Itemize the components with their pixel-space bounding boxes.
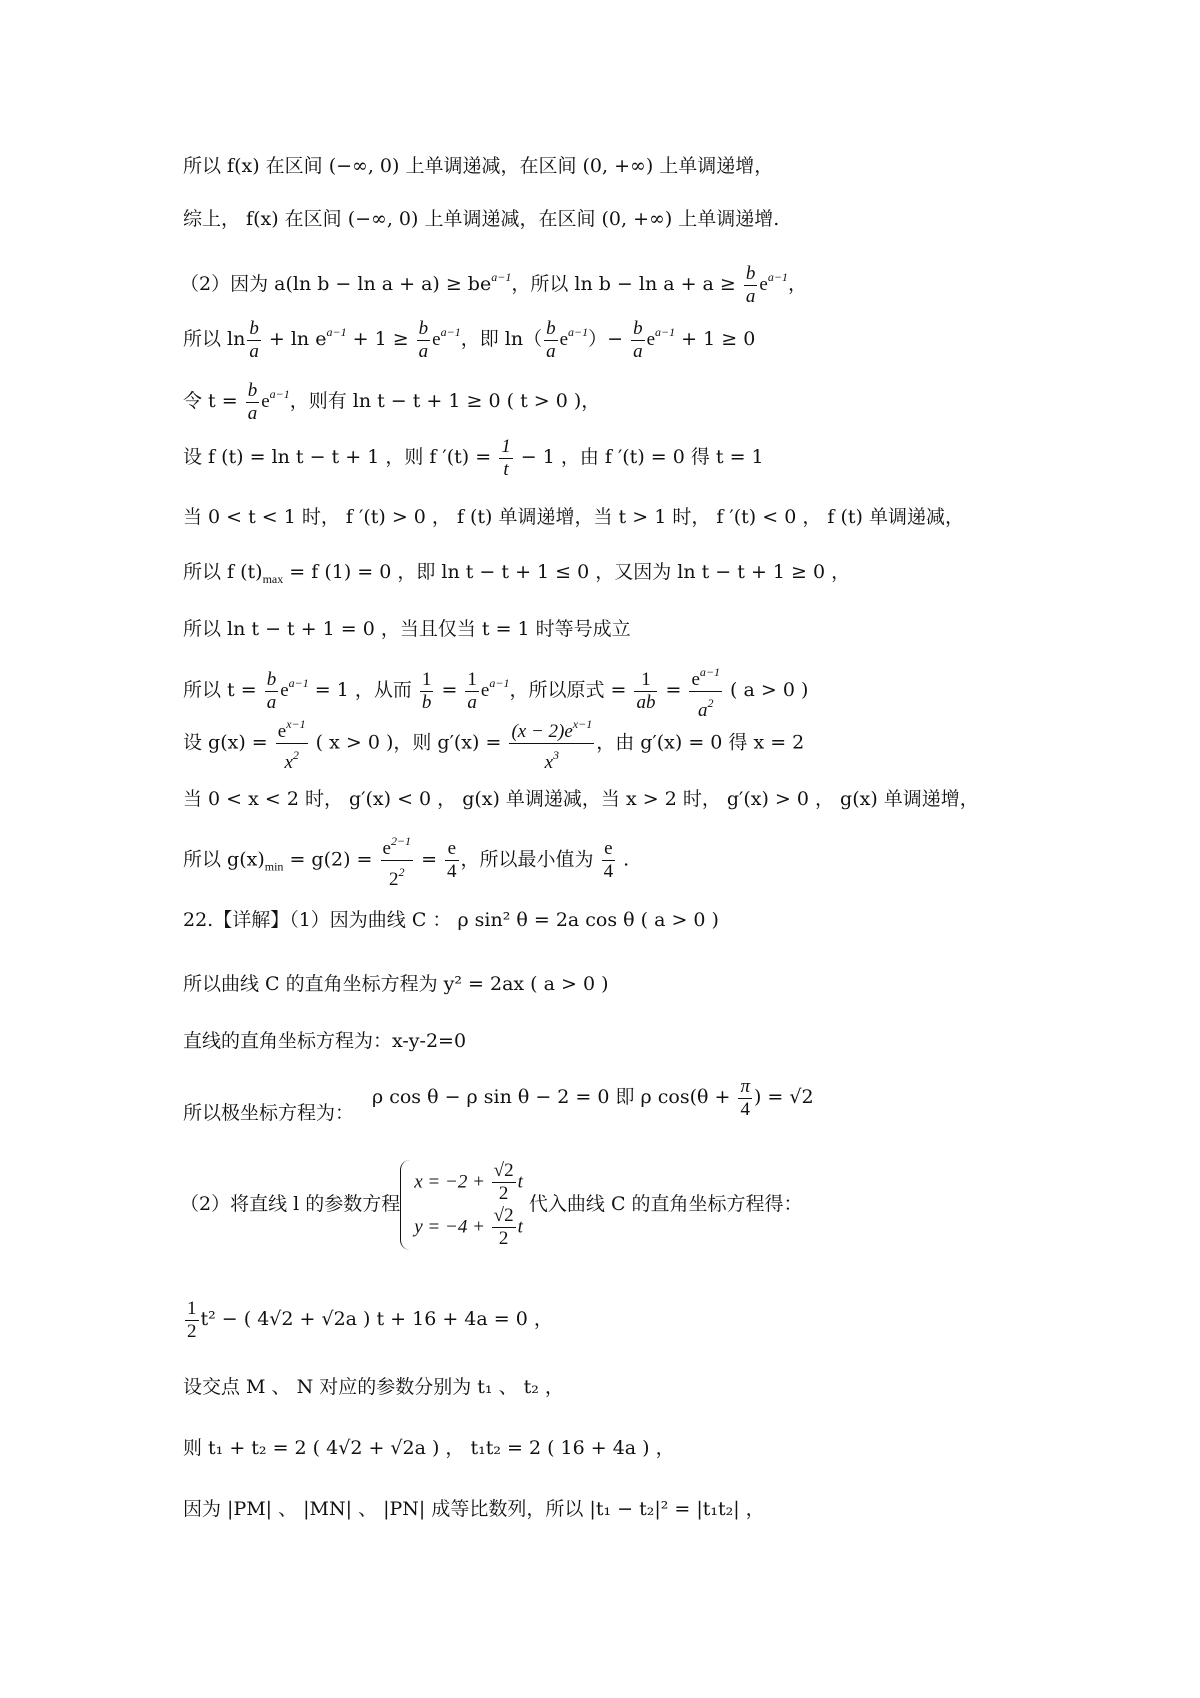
line13-end: .: [617, 848, 630, 871]
frac-num: 1: [421, 668, 432, 690]
line13-a: 所以 g(x): [183, 848, 265, 871]
line4-c: + 1 ≥: [346, 328, 415, 350]
system-row-2: [414, 1205, 523, 1250]
frac-num: 1: [187, 1297, 197, 1319]
frac-den: 2: [187, 1320, 197, 1342]
frac-num: e: [445, 838, 459, 861]
line4-end: + 1 ≥ 0: [675, 328, 756, 350]
line10-frac3: [465, 669, 479, 714]
text-line-16: 直线的直角坐标方程为：x-y-2=0: [183, 1030, 467, 1052]
text-line-10: 所以 t = $\frac{b}{a}$ $e^{a-1} = 1$ ，从而 $\frac{1}{b}$ = $\frac{1}{a}$ $e^{a-1}$，所以原式 = $\frac{1}{ab}$ = $\frac{e^{a-1}}{a^2}$ ( a > 0 ): [183, 660, 808, 722]
line4-e3: e: [559, 329, 569, 350]
text-line-13: [183, 830, 629, 891]
line3-e: e: [759, 274, 768, 295]
line3-part-b: ，所以 ln b − ln a + a ≥: [511, 273, 742, 295]
row1-t: t: [517, 1171, 523, 1193]
text-line-18: [180, 1160, 803, 1250]
row2-lhs: y = −4 +: [414, 1216, 490, 1238]
line4-frac2: [417, 318, 431, 363]
frac-num: b: [249, 317, 259, 339]
line17-a: 所以极坐标方程为：: [183, 1102, 355, 1124]
line4-exp3: a−1: [568, 325, 589, 339]
text-line-3: [180, 255, 807, 308]
row2-t: t: [517, 1216, 523, 1238]
text-line-22: 因为 |PM| 、 |MN| 、 |PN| 成等比数列，所以 |t₁ − t₂|² = |t₁t₂| ，: [183, 1498, 765, 1520]
line5-b: ，则有 ln t − t + 1 ≥ 0 ( t > 0 )，: [289, 390, 601, 412]
frac-num: b: [633, 317, 643, 339]
text-line-9: 所以 ln t − t + 1 = 0 ，当且仅当 t = 1 时等号成立: [183, 618, 631, 640]
line18-b: 代入曲线 C 的直角坐标方程得：: [522, 1193, 803, 1215]
frac-den: b: [421, 691, 432, 713]
frac-den-exp: 3: [553, 748, 560, 762]
frac-num: π: [740, 1075, 750, 1097]
line4-frac1: [247, 318, 261, 363]
frac-den: 4: [740, 1098, 750, 1120]
line10-b: = 1 ，从而: [308, 679, 418, 701]
line4-exp2: a−1: [440, 325, 461, 339]
line10-a: 所以 t =: [183, 679, 263, 701]
frac-den: 2: [498, 1228, 509, 1249]
line13-frac2: [445, 838, 459, 883]
frac-den: a: [546, 340, 556, 362]
frac-den: a: [249, 340, 259, 362]
frac-den-x: x: [284, 752, 293, 773]
line3-frac-num: b: [745, 262, 756, 284]
frac-den-exp: 2: [707, 695, 714, 710]
row1-frac: [492, 1160, 516, 1205]
frac-den: a: [467, 691, 477, 713]
text-line-1: 所以 f(x) 在区间 (−∞, 0) 上单调递减，在区间 (0, +∞) 上单调递增，: [183, 155, 774, 177]
line11-a: 设 g(x) =: [183, 731, 274, 754]
text-line-17: [183, 1072, 814, 1138]
text-line-19: [183, 1296, 553, 1343]
frac-den: a: [247, 402, 258, 424]
line10-e2: e: [480, 680, 490, 701]
text-line-6: [183, 435, 764, 481]
frac-num: √2: [493, 1205, 514, 1226]
line10-frac4: [634, 669, 657, 714]
line10-exp: a−1: [288, 676, 309, 690]
parametric-system: [400, 1160, 523, 1250]
frac-num: b: [546, 317, 556, 339]
text-line-2: 综上， f(x) 在区间 (−∞, 0) 上单调递减，在区间 (0, +∞) 上单调递增.: [183, 208, 780, 230]
line10-frac2: [420, 669, 434, 714]
brace-left: [400, 1160, 411, 1250]
text-line-12: 当 0 < x < 2 时， g′(x) < 0 ， g(x) 单调递减，当 x > 2 时， g′(x) > 0 ， g(x) 单调递增，: [183, 788, 979, 810]
frac-num: b: [418, 317, 429, 339]
line3-exp2: a−1: [767, 270, 788, 284]
line19-b: t² − ( 4√2 + √2a ) t + 16 + 4a = 0 ，: [200, 1308, 553, 1330]
frac-num-expr: (x − 2)e: [511, 721, 573, 742]
line10-end: ( a > 0 ): [724, 679, 809, 701]
line19-frac: [185, 1298, 199, 1343]
line5-frac: [246, 380, 260, 425]
text-line-7: 当 0 < t < 1 时， f ′(t) > 0 ， f (t) 单调递增，当 t > 1 时， f ′(t) < 0 ， f (t) 单调递减，: [183, 506, 964, 528]
row2-frac: [492, 1205, 516, 1250]
frac-num-e: e: [277, 721, 287, 742]
line4-exp: a−1: [326, 325, 347, 339]
line3-exp: a−1: [491, 270, 512, 284]
line4-f: ）−: [588, 328, 630, 350]
line3-fraction: [744, 263, 758, 308]
frac-num-e: e: [691, 668, 700, 690]
line4-e: e: [432, 329, 441, 350]
line3-part-d: ，: [787, 273, 807, 295]
line13-frac1: [381, 830, 414, 891]
text-line-5: [183, 372, 600, 425]
line17-eq: ρ cos θ − ρ sin θ − 2 = 0 即 ρ cos(θ +: [372, 1086, 737, 1108]
line4-frac3: [544, 318, 558, 363]
frac-num-exp: x−1: [286, 717, 306, 731]
frac-num: 1: [501, 435, 511, 457]
frac-num: e: [602, 838, 616, 861]
frac-num: 1: [634, 669, 657, 692]
text-line-20: 设交点 M 、 N 对应的参数分别为 t₁ 、 t₂ ，: [183, 1376, 564, 1398]
line10-frac1: [265, 669, 279, 714]
frac-num-e: e: [382, 838, 391, 859]
line5-a: 令 t =: [183, 390, 244, 412]
frac-den-x: x: [544, 752, 554, 773]
text-line-11: [183, 713, 804, 774]
frac-den-exp: 2: [292, 748, 299, 762]
line3-part-a: （2）因为 a(ln b − ln a + a) ≥ be: [180, 273, 492, 295]
frac-den: ab: [636, 691, 656, 713]
frac-den-a: a: [697, 699, 708, 721]
line8-b: = f (1) = 0 ，即 ln t − t + 1 ≤ 0 ，又因为 ln t − t + 1 ≥ 0 ，: [283, 561, 851, 583]
line11-end: ，由 g′(x) = 0 得 x = 2: [596, 731, 805, 754]
line3-frac-den: a: [745, 285, 756, 307]
line11-frac2: [509, 713, 594, 774]
frac-num: √2: [493, 1160, 514, 1181]
line10-c: ，所以原式 =: [509, 679, 633, 701]
frac-den: 2: [498, 1183, 509, 1204]
line13-sub: min: [264, 859, 284, 874]
line10-exp2: a−1: [489, 676, 510, 690]
frac-den: a: [418, 340, 429, 362]
text-line-21: 则 t₁ + t₂ = 2 ( 4√2 + √2a ) ， t₁t₂ = 2 ( 16 + 4a ) ，: [183, 1437, 675, 1459]
line5-e: e: [261, 391, 270, 412]
row1-lhs: x = −2 +: [414, 1171, 490, 1193]
line13-d: ，所以最小值为: [460, 848, 600, 871]
frac-den: 4: [447, 861, 457, 882]
frac-den: a: [266, 691, 277, 713]
text-line-15: 所以曲线 C 的直角坐标方程为 y² = 2ax ( a > 0 ): [183, 973, 609, 995]
system-row-1: [414, 1160, 523, 1205]
frac-den: t: [503, 458, 509, 480]
frac-num: b: [266, 668, 277, 690]
text-line-4: [183, 310, 755, 363]
line17-end: ) = √2: [753, 1086, 814, 1108]
frac-num-exp: a−1: [699, 664, 720, 679]
line17-frac: [738, 1076, 752, 1121]
line11-frac1: [276, 713, 308, 774]
text-line-8: [183, 560, 850, 591]
line6-a: 设 f (t) = ln t − t + 1 ，则 f ′(t) =: [183, 446, 498, 468]
line10-d: =: [659, 679, 688, 701]
frac-den-exp: 2: [398, 865, 405, 879]
text-line-14: 22.【详解】（1）因为曲线 C ： ρ sin² θ = 2a cos θ ( a > 0 ): [183, 909, 719, 931]
frac-num-exp: x−1: [572, 717, 593, 731]
line8-sub: max: [262, 572, 284, 586]
line8-a: 所以 f (t): [183, 561, 263, 583]
line13-frac3: [602, 838, 616, 883]
frac-den-2: 2: [389, 869, 399, 890]
line4-b: + ln e: [262, 328, 327, 350]
line4-exp4: a−1: [655, 325, 676, 339]
frac-num: b: [247, 379, 258, 401]
frac-num-exp: 2−1: [390, 834, 412, 848]
line10-e: e: [280, 680, 289, 701]
line13-c: =: [415, 848, 444, 871]
line4-e4: e: [646, 329, 656, 350]
line4-frac4: [631, 318, 645, 363]
line13-b: = g(2) =: [283, 848, 379, 871]
line5-exp: a−1: [269, 387, 290, 401]
frac-den: 4: [603, 861, 614, 882]
line4-a: 所以 ln: [183, 328, 246, 350]
frac-num: 1: [467, 668, 477, 690]
line11-b: ( x > 0 )，则 g′(x) =: [309, 731, 508, 754]
line6-frac: [499, 436, 513, 481]
line6-b: − 1 ，由 f ′(t) = 0 得 t = 1: [514, 446, 764, 468]
frac-den: a: [633, 340, 643, 362]
line4-d: ，即 ln（: [460, 328, 543, 350]
line18-a: （2）将直线 l 的参数方程: [180, 1193, 401, 1215]
